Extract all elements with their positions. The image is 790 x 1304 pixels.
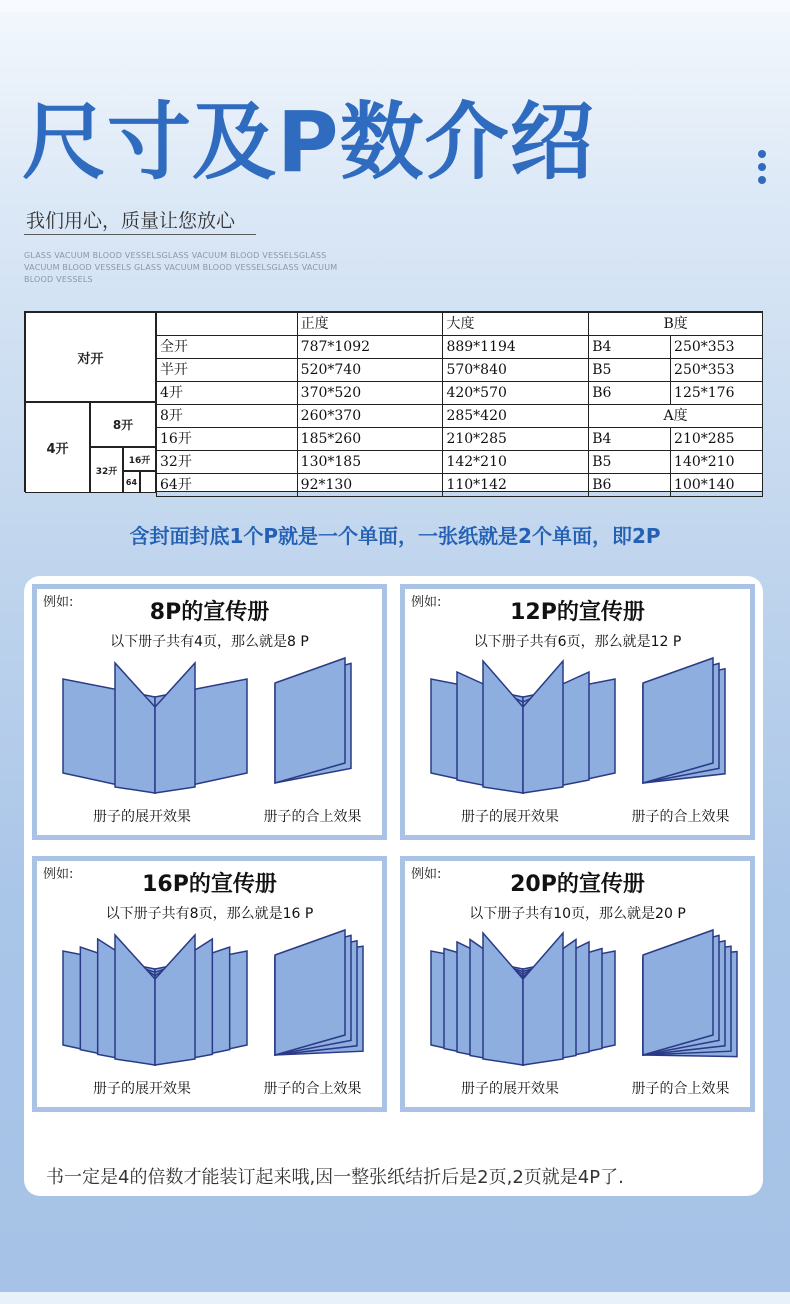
example-title: 16P的宣传册 [142,872,277,897]
closed-page [275,930,345,1055]
examples-panel [24,576,763,1196]
table-row [157,428,763,451]
table-cell: B6 [589,382,671,405]
example-label: 例如: [411,595,442,610]
example-card-8p [32,584,387,840]
example-desc: 以下册子共有6页，那么就是12 P [473,634,682,650]
open-page-right [155,663,195,793]
header-dadu: 大度 [443,313,589,336]
table-cell: B4 [589,428,671,451]
example-label: 例如: [43,867,74,882]
open-page-right [155,935,195,1065]
fold-cell-si: 4开 [25,402,90,493]
subtitle-underline [24,234,256,235]
table-cell: 64开 [157,474,298,497]
footer-note: 书一定是4的倍数才能装订起来哦,因一整张纸结折后是2页,2页就是4P了. [46,1167,624,1188]
table-cell: 32开 [157,451,298,474]
table-row [157,382,763,405]
table-cell: 210*285 [671,428,763,451]
fold-cell-64: 64 [123,471,140,493]
open-page-left [483,661,523,793]
table-cell: 140*210 [671,451,763,474]
table-cell: 420*570 [443,382,589,405]
header-bdu: B度 [589,313,763,336]
table-row [157,336,763,359]
example-title: 8P的宣传册 [149,600,270,625]
fold-cell-blank [140,471,156,493]
table-row [157,359,763,382]
example-label: 例如: [411,867,442,882]
table-cell: 570*840 [443,359,589,382]
table-cell: B6 [589,474,671,497]
bottom-band [0,1292,790,1304]
fold-cell-ba: 8开 [90,402,156,447]
fold-cell-dui: 对开 [25,312,156,402]
example-title: 12P的宣传册 [510,600,645,625]
table-cell: 142*210 [443,451,589,474]
open-page-left [115,663,155,793]
table-cell: 250*353 [671,359,763,382]
table-cell: 370*520 [297,382,443,405]
fold-cell-32: 32开 [90,447,123,493]
table-cell: 92*130 [297,474,443,497]
fold-diagram [25,312,156,493]
table-cell: 787*1092 [297,336,443,359]
header-blank [157,313,298,336]
table-cell: 260*370 [297,405,443,428]
table-cell: 100*140 [671,474,763,497]
table-cell: 125*176 [671,382,763,405]
table-cell: 半开 [157,359,298,382]
table-header-row [157,313,763,336]
example-desc: 以下册子共有10页，那么就是20 P [469,906,686,922]
brochure-illustration [37,653,382,803]
example-card-16p [32,856,387,1112]
table-cell: 110*142 [443,474,589,497]
table-cell: 185*260 [297,428,443,451]
brochure-illustration [37,925,382,1075]
english-decoration: GLASS VACUUM BLOOD VESSELSGLASS VACUUM BLOOD VESSELSGLASS VACUUM BLOOD VESSELS GLASS VACUUM BLOOD VESSELSGLASS VACUUM BLOOD VESSELS [24,251,338,284]
size-table [156,312,763,497]
header-adu: A度 [589,405,763,428]
open-page-right [523,933,563,1065]
table-cell: 16开 [157,428,298,451]
open-effect-label: 册子的展开效果 [461,809,559,825]
example-label: 例如: [43,595,74,610]
table-cell: 4开 [157,382,298,405]
closed-effect-label: 册子的合上效果 [631,1081,730,1097]
example-desc: 以下册子共有4页，那么就是8 P [110,634,309,650]
open-page-right [523,661,563,793]
table-cell: 889*1194 [443,336,589,359]
brochure-illustration [405,925,750,1075]
closed-effect-label: 册子的合上效果 [631,809,730,825]
table-cell: 全开 [157,336,298,359]
example-title: 20P的宣传册 [510,872,645,897]
paper-size-table [24,311,763,492]
table-row [157,474,763,497]
table-cell: 130*185 [297,451,443,474]
table-cell: B5 [589,451,671,474]
top-band [0,0,790,12]
header-zhengdu: 正度 [297,313,443,336]
example-desc: 以下册子共有8页，那么就是16 P [105,906,314,922]
table-row [157,451,763,474]
open-effect-label: 册子的展开效果 [93,809,191,825]
closed-page [275,658,345,783]
table-cell: 210*285 [443,428,589,451]
open-effect-label: 册子的展开效果 [461,1081,559,1097]
table-row [157,405,763,428]
example-card-12p [400,584,755,840]
table-cell: B5 [589,359,671,382]
closed-effect-label: 册子的合上效果 [263,809,362,825]
fold-cell-16: 16开 [123,447,156,471]
table-cell: 250*353 [671,336,763,359]
brochure-illustration [405,653,750,803]
table-cell: 8开 [157,405,298,428]
decorative-dots [758,150,766,189]
table-cell: 520*740 [297,359,443,382]
example-card-20p [400,856,755,1112]
closed-page [643,930,713,1055]
open-page-left [115,935,155,1065]
open-page-left [483,933,523,1065]
closed-page [643,658,713,783]
page-title: 尺寸及P数介绍 [22,93,595,191]
closed-effect-label: 册子的合上效果 [263,1081,362,1097]
table-cell: B4 [589,336,671,359]
table-cell: 285*420 [443,405,589,428]
p-count-note: 含封面封底1个P就是一个单面，一张纸就是2个单面，即2P [129,524,661,548]
open-effect-label: 册子的展开效果 [93,1081,191,1097]
page-subtitle: 我们用心，质量让您放心 [26,210,236,232]
